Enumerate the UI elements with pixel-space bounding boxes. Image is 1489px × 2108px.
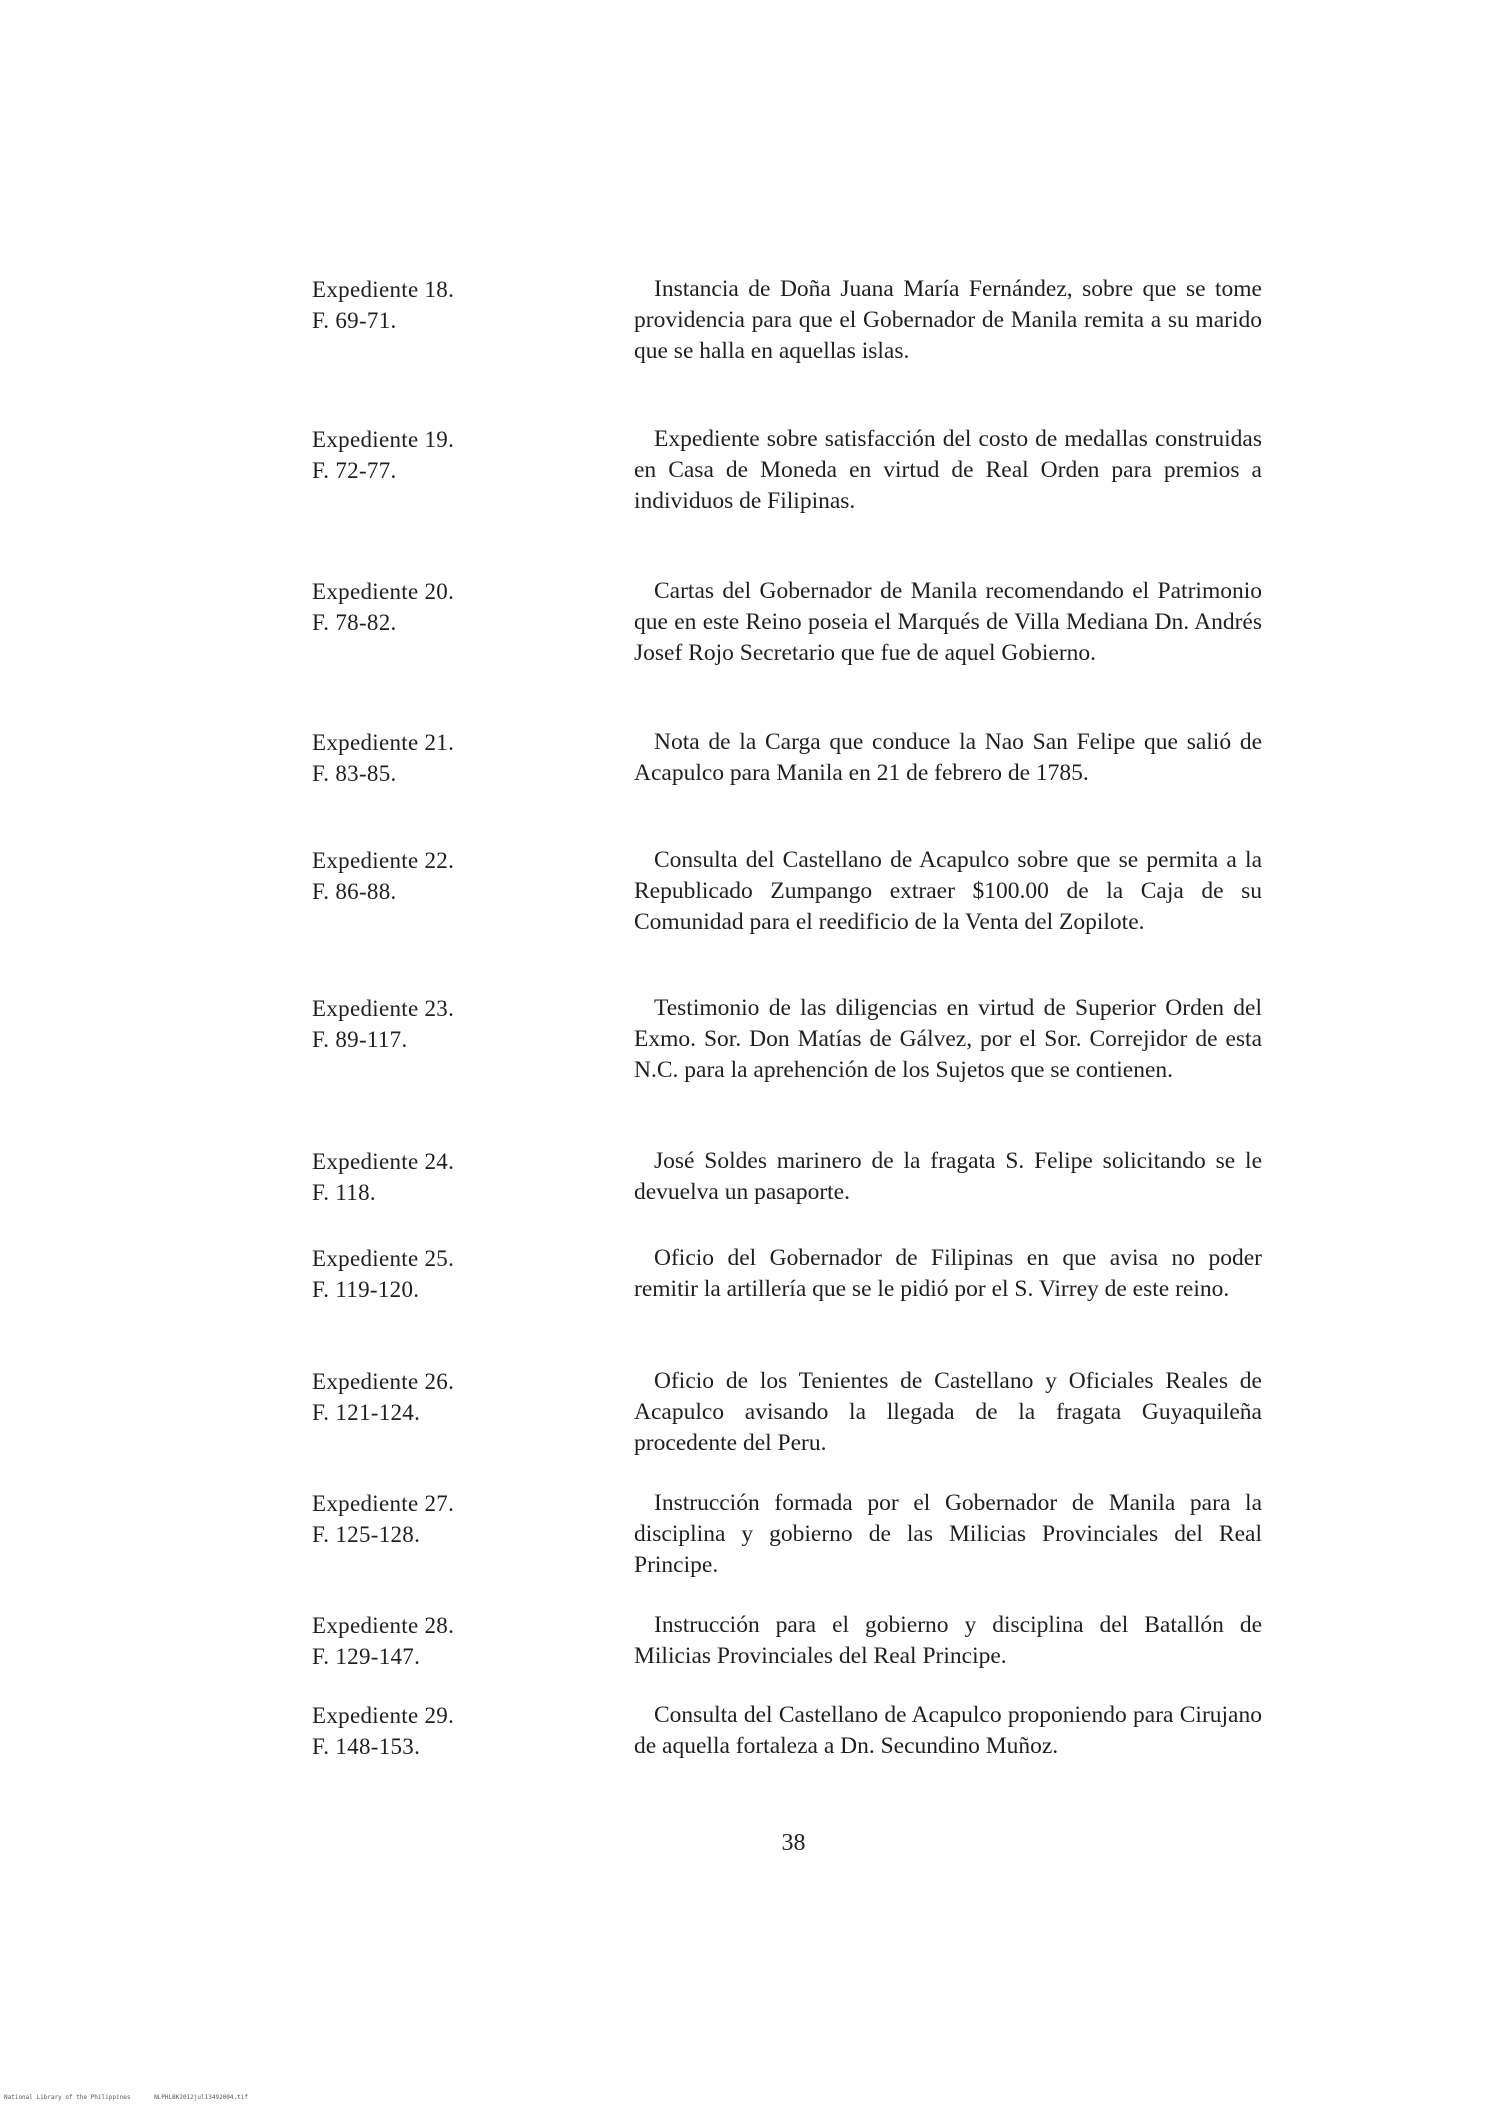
folio-range: F. 129-147.	[312, 1644, 421, 1669]
entry-description	[634, 576, 1262, 669]
description-text: Cartas del Gobernador de Manila recomendando el Patrimonio que en este Reino poseia el Marqués de Villa Mediana Dn. Andrés Josef Rojo Secretario que fue de aquel Gobierno.	[634, 578, 1262, 666]
expediente-number: Expediente 26.	[312, 1369, 455, 1394]
folio-range: F. 89-117.	[312, 1027, 408, 1052]
entry-description	[634, 1488, 1262, 1581]
folio-range: F. 83-85.	[312, 761, 397, 786]
folio-range: F. 121-124.	[312, 1400, 421, 1425]
entry-description	[634, 727, 1262, 789]
page-number: 38	[781, 1830, 806, 1856]
folio-range: F. 86-88.	[312, 879, 397, 904]
description-text: Instrucción formada por el Gobernador de Manila para la disciplina y gobierno de las Milicias Provinciales del Real Principe.	[634, 1490, 1262, 1578]
expediente-number: Expediente 25.	[312, 1246, 455, 1271]
description-text: Oficio de los Tenientes de Castellano y Oficiales Reales de Acapulco avisando la llegada de la fragata Guyaquileña procedente del Peru.	[634, 1368, 1262, 1456]
entry-description	[634, 1146, 1262, 1208]
entry-ref	[312, 845, 512, 907]
expediente-number: Expediente 24.	[312, 1149, 455, 1174]
description-text: José Soldes marinero de la fragata S. Felipe solicitando se le devuelva un pasaporte.	[634, 1148, 1262, 1205]
expediente-number: Expediente 21.	[312, 730, 455, 755]
description-text: Consulta del Castellano de Acapulco proponiendo para Cirujano de aquella fortaleza a Dn. Secundino Muñoz.	[634, 1702, 1262, 1759]
entry-ref	[312, 1366, 512, 1428]
description-text: Oficio del Gobernador de Filipinas en que avisa no poder remitir la artillería que se le pidió por el S. Virrey de este reino.	[634, 1245, 1262, 1302]
expediente-number: Expediente 22.	[312, 848, 455, 873]
folio-range: F. 125-128.	[312, 1522, 421, 1547]
expediente-number: Expediente 29.	[312, 1703, 455, 1728]
folio-range: F. 72-77.	[312, 458, 397, 483]
entry-ref	[312, 993, 512, 1055]
expediente-number: Expediente 27.	[312, 1491, 455, 1516]
folio-range: F. 148-153.	[312, 1734, 421, 1759]
expediente-number: Expediente 28.	[312, 1613, 455, 1638]
description-text: Instrucción para el gobierno y disciplina del Batallón de Milicias Provinciales del Real Principe.	[634, 1612, 1262, 1669]
entry-ref	[312, 1610, 512, 1672]
expediente-number: Expediente 18.	[312, 277, 455, 302]
entry-description	[634, 993, 1262, 1086]
expediente-number: Expediente 20.	[312, 579, 455, 604]
expediente-number: Expediente 23.	[312, 996, 455, 1021]
entry-description	[634, 845, 1262, 938]
description-text: Testimonio de las diligencias en virtud de Superior Orden del Exmo. Sor. Don Matías de Gálvez, por el Sor. Correjidor de esta N.C. para la aprehención de los Sujetos que se contienen.	[634, 995, 1262, 1083]
entry-ref	[312, 1700, 512, 1762]
description-text: Instancia de Doña Juana María Fernández, sobre que se tome providencia para que el Gobernador de Manila remita a su marido que se halla en aquellas islas.	[634, 276, 1262, 364]
description-text: Consulta del Castellano de Acapulco sobre que se permita a la Republicado Zumpango extraer $100.00 de la Caja de su Comunidad para el reedificio de la Venta del Zopilote.	[634, 847, 1262, 935]
folio-range: F. 119-120.	[312, 1277, 420, 1302]
entry-description	[634, 424, 1262, 517]
folio-range: F. 118.	[312, 1180, 376, 1205]
entry-ref	[312, 576, 512, 638]
entry-description	[634, 274, 1262, 367]
scan-footer	[4, 2094, 248, 2101]
entry-ref	[312, 1146, 512, 1208]
description-text: Expediente sobre satisfacción del costo de medallas construidas en Casa de Moneda en virtud de Real Orden para premios a individuos de Filipinas.	[634, 426, 1262, 514]
folio-range: F. 69-71.	[312, 308, 397, 333]
expediente-number: Expediente 19.	[312, 427, 455, 452]
entry-description	[634, 1700, 1262, 1762]
entry-ref	[312, 727, 512, 789]
entry-ref	[312, 1243, 512, 1305]
footer-library: National Library of the Philippines	[4, 2094, 131, 2101]
description-text: Nota de la Carga que conduce la Nao San Felipe que salió de Acapulco para Manila en 21 de febrero de 1785.	[634, 729, 1262, 786]
footer-file: NLPHLBK2012jul13492004.tif	[154, 2094, 248, 2101]
entry-description	[634, 1243, 1262, 1305]
folio-range: F. 78-82.	[312, 610, 397, 635]
entry-ref	[312, 274, 512, 336]
entry-ref	[312, 424, 512, 486]
entry-description	[634, 1610, 1262, 1672]
entry-description	[634, 1366, 1262, 1459]
entry-ref	[312, 1488, 512, 1550]
